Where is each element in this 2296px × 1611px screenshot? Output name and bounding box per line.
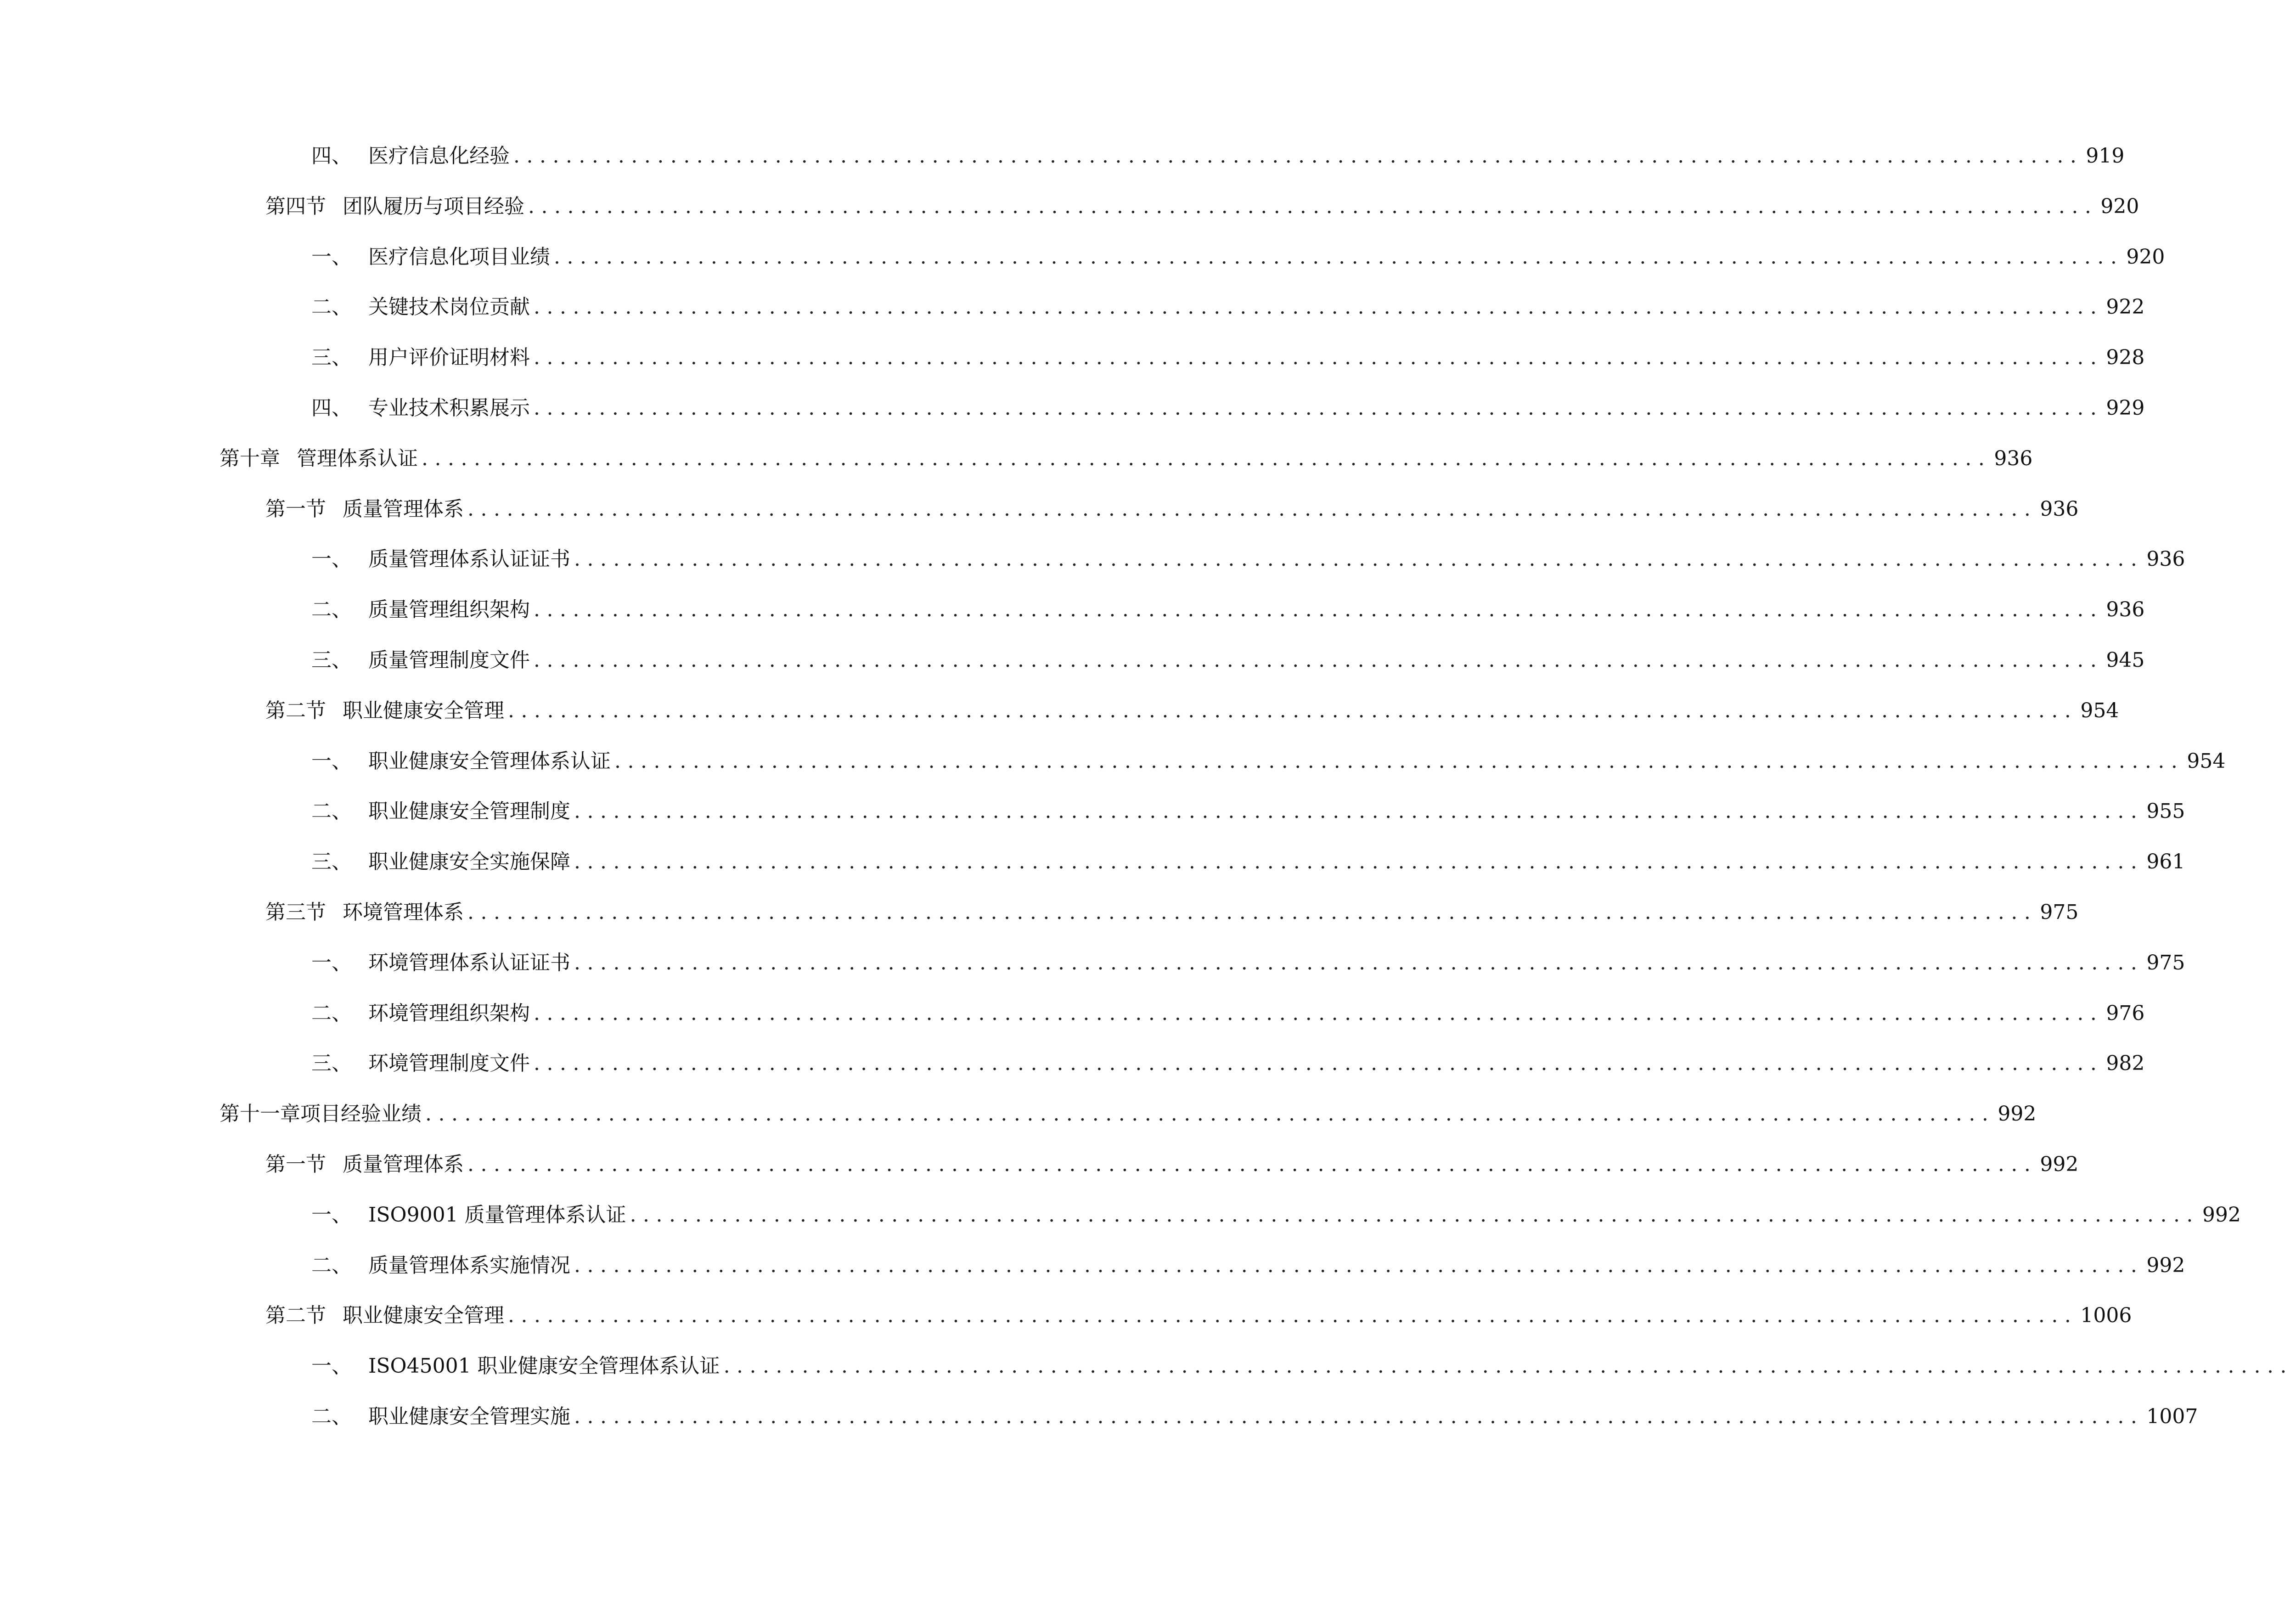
toc-entry[interactable] [311,239,2165,271]
toc-dot-leader: ........................................................................................................................ [513,144,2083,168]
toc-entry-label [219,445,418,473]
toc-dot-leader: ........................................................................................................................ [574,800,2144,823]
toc-dot-leader: ........................................................................................................................ [534,598,2104,621]
toc-entry-number: 四、 [311,396,352,420]
toc-entry-label [311,748,611,775]
toc-entry-label [311,142,510,170]
toc-page-number: 954 [2187,749,2226,773]
toc-page-number: 1006 [2080,1304,2132,1327]
toc-entry[interactable] [311,642,2145,674]
toc-dot-leader: ........................................................................................................................ [534,295,2104,319]
toc-entry-title: 职业健康安全管理体系认证 [368,749,611,773]
toc-entry-title: 职业健康安全管理实施 [368,1405,570,1428]
toc-entry-label [265,1151,464,1178]
toc-entry-label [311,647,530,674]
toc-page-number: 992 [1998,1102,2037,1126]
toc-entry-title: 医疗信息化项目业绩 [368,245,550,269]
toc-entry[interactable] [219,440,2033,473]
toc-dot-leader: ........................................................................................................................ [422,447,1992,470]
toc-dot-leader: ........................................................................................................................ [534,648,2104,672]
toc-entry-title: 环境管理制度文件 [368,1052,530,1075]
toc-entry-title: 环境管理体系 [343,901,464,924]
toc-entry-number: 一、 [311,547,352,571]
toc-entry-title: 质量管理体系认证证书 [368,547,570,571]
toc-page-number: 945 [2106,648,2145,672]
toc-entry-label [265,697,504,725]
toc-entry-label [311,1352,720,1380]
toc-entry[interactable] [311,945,2185,977]
toc-entry[interactable] [311,844,2185,876]
toc-entry[interactable] [311,390,2145,422]
toc-entry[interactable] [265,188,2139,220]
toc-entry-label [311,949,570,977]
toc-entry-title: 质量管理制度文件 [368,648,530,672]
toc-entry-title: 用户评价证明材料 [368,346,530,369]
toc-page-number: 936 [2146,547,2185,571]
toc-entry-title: 医疗信息化经验 [368,144,510,168]
toc-entry-number: 一、 [311,245,352,269]
toc-dot-leader: ........................................................................................................................ [534,1002,2104,1025]
toc-entry-label [311,1000,530,1027]
toc-entry-label [311,243,550,271]
toc-page-number: 975 [2040,901,2079,924]
toc-entry[interactable] [311,1247,2185,1279]
toc-page-number: 955 [2146,800,2185,823]
toc-entry-number: 一、 [311,951,352,974]
toc-entry-label [311,344,530,372]
toc-page-number: 961 [2146,850,2185,873]
toc-entry-title: 关键技术岗位贡献 [368,295,530,319]
toc-entry-label [311,596,530,624]
toc-dot-leader: ........................................................................................................................ [574,547,2144,571]
toc-entry-number: 一、 [311,749,352,773]
toc-entry-number: 三、 [311,648,352,672]
toc-entry-number: 三、 [311,346,352,369]
toc-entry-number: 四、 [311,144,352,168]
toc-page-number: 976 [2106,1002,2145,1025]
toc-entry[interactable] [265,1297,2132,1329]
toc-entry-title: ISO45001 职业健康安全管理体系认证 [368,1354,720,1378]
toc-entry-label [311,1201,626,1229]
toc-entry[interactable] [311,1045,2145,1077]
toc-entry[interactable] [311,1348,2293,1380]
toc-entry[interactable] [311,1197,2241,1229]
toc-entry-title: 职业健康安全管理 [343,699,504,722]
toc-entry-label [311,798,570,825]
toc-dot-leader: ........................................................................................................................ [467,497,2037,521]
toc-entry-number: 一、 [311,1354,352,1378]
toc-entry-label [311,1252,570,1279]
toc-entry-label [311,1403,570,1431]
toc-entry-title: 环境管理体系认证证书 [368,951,570,974]
toc-entry-label [311,1050,530,1077]
toc-entry[interactable] [311,1398,2198,1431]
toc-entry[interactable] [265,1146,2079,1178]
toc-entry-label [265,496,464,523]
toc-dot-leader: ........................................................................................................................ [508,1304,2078,1327]
toc-dot-leader: ........................................................................................................................ [574,850,2144,873]
toc-page-number: 919 [2086,144,2125,168]
toc-entry-label [265,899,464,926]
toc-entry[interactable] [311,138,2125,170]
toc-entry-number: 二、 [311,1405,352,1428]
toc-entry-number: 三、 [311,1052,352,1075]
toc-entry-title: 质量管理体系 [343,1153,464,1176]
toc-dot-leader: ........................................................................................................................ [425,1102,1995,1126]
toc-dot-leader: ........................................................................................................................ [467,901,2037,924]
toc-entry-number: 第二节 [265,699,326,722]
toc-page-number: 920 [2126,245,2165,269]
toc-entry-title: 专业技术积累展示 [368,396,530,420]
toc-dot-leader: ........................................................................................................................ [554,245,2124,269]
toc-page-number: 929 [2106,396,2145,420]
toc-entry[interactable] [311,743,2226,775]
toc-entry[interactable] [265,894,2079,926]
toc-entry-label [265,1302,504,1329]
toc-entry-title: ISO9001 质量管理体系认证 [368,1203,626,1227]
toc-dot-leader: ........................................................................................................................ [467,1153,2037,1176]
toc-entry-title: 管理体系认证 [297,447,418,470]
toc-entry-title: 职业健康安全管理制度 [368,800,570,823]
toc-entry[interactable] [311,793,2185,825]
toc-dot-leader: ........................................................................................................................ [614,749,2184,773]
toc-entry-number: 第十章 [219,447,280,470]
toc-page-number: 922 [2106,295,2145,319]
toc-entry-title: 项目经验业绩 [300,1102,422,1126]
toc-entry[interactable] [311,591,2145,624]
toc-entry-number: 第四节 [265,195,326,218]
toc-entry[interactable] [311,995,2145,1027]
toc-entry[interactable] [265,693,2119,725]
toc-entry-title: 环境管理组织架构 [368,1002,530,1025]
toc-entry-number: 一、 [311,1203,352,1227]
toc-entry-label [265,193,524,220]
toc-page-number: 1007 [2146,1405,2198,1428]
toc-dot-leader: ........................................................................................................................ [574,1405,2144,1428]
toc-entry-title: 团队履历与项目经验 [343,195,524,218]
toc-page-number: 954 [2080,699,2119,722]
toc-entry[interactable] [311,289,2145,321]
toc-entry-number: 二、 [311,800,352,823]
toc-dot-leader: ........................................................................................................................ [630,1203,2200,1227]
toc-entry-label [219,1100,422,1128]
toc-entry-number: 二、 [311,1254,352,1277]
toc-entry-number: 第十一章 [219,1102,300,1126]
toc-page-number: 992 [2146,1254,2185,1277]
toc-entry-number: 二、 [311,1002,352,1025]
toc-entry[interactable] [311,541,2185,573]
toc-entry-label [311,293,530,321]
toc-entry-label [311,848,570,876]
toc-entry[interactable] [265,491,2079,523]
toc-page-number: 975 [2146,951,2185,974]
toc-page-number: 936 [1994,447,2033,470]
toc-entry-title: 职业健康安全管理 [343,1304,504,1327]
toc-entry-number: 第二节 [265,1304,326,1327]
toc-dot-leader: ........................................................................................................................ [528,195,2098,218]
toc-dot-leader: ........................................................................................................................ [574,1254,2144,1277]
toc-dot-leader: ........................................................................................................................ [723,1354,2293,1378]
toc-entry[interactable] [219,1096,2037,1128]
toc-dot-leader: ........................................................................................................................ [574,951,2144,974]
toc-entry-title: 职业健康安全实施保障 [368,850,570,873]
toc-page-number: 920 [2100,195,2139,218]
toc-page-number: 992 [2202,1203,2241,1227]
toc-dot-leader: ........................................................................................................................ [534,346,2104,369]
toc-entry-number: 第三节 [265,901,326,924]
toc-page-number: 928 [2106,346,2145,369]
toc-dot-leader: ........................................................................................................................ [534,396,2104,420]
toc-entry-title: 质量管理体系实施情况 [368,1254,570,1277]
toc-entry-label [311,546,570,573]
toc-page-number: 936 [2106,598,2145,621]
toc-entry-title: 质量管理体系 [343,497,464,521]
toc-entry-title: 质量管理组织架构 [368,598,530,621]
toc-page-number: 992 [2040,1153,2079,1176]
toc-entry-number: 第一节 [265,497,326,521]
toc-entry-number: 二、 [311,598,352,621]
toc-dot-leader: ........................................................................................................................ [508,699,2078,722]
toc-entry-number: 三、 [311,850,352,873]
toc-page-number: 936 [2040,497,2079,521]
toc-page-number: 982 [2106,1052,2145,1075]
toc-dot-leader: ........................................................................................................................ [534,1052,2104,1075]
toc-entry-number: 二、 [311,295,352,319]
toc-entry-number: 第一节 [265,1153,326,1176]
toc-entry-label [311,394,530,422]
toc-entry[interactable] [311,339,2145,372]
